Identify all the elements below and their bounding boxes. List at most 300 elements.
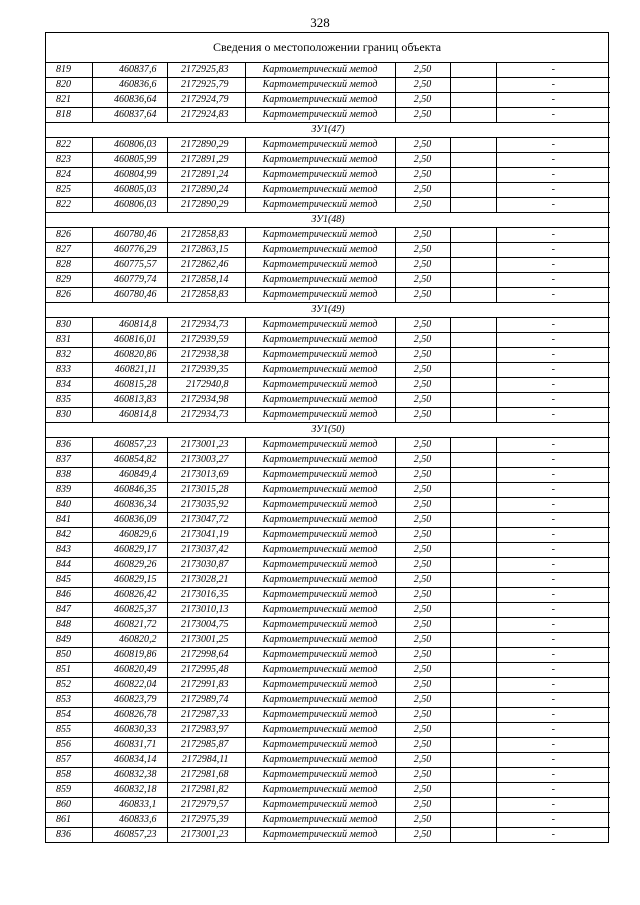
accuracy-cell: 2,50 [395,558,450,573]
empty-cell [450,738,496,753]
point-number: 824 [46,168,92,183]
point-number: 828 [46,258,92,273]
coordinate-y: 2172991,83 [167,678,245,693]
table-row [46,648,610,663]
method-cell: Картометрический метод [245,648,395,663]
empty-cell [450,78,496,93]
point-number: 822 [46,198,92,213]
description-cell: - [496,708,610,723]
empty-cell [450,333,496,348]
coordinate-y: 2172890,24 [167,183,245,198]
table-row [46,63,610,78]
table-title: Сведения о местоположении границ объекта [46,33,608,63]
description-cell: - [496,828,610,843]
empty-cell [450,198,496,213]
table-row [46,93,610,108]
point-number: 835 [46,393,92,408]
empty-cell [450,678,496,693]
accuracy-cell: 2,50 [395,813,450,828]
empty-cell [450,393,496,408]
table-row [46,108,610,123]
description-cell: - [496,618,610,633]
description-cell: - [496,93,610,108]
point-number: 852 [46,678,92,693]
method-cell: Картометрический метод [245,528,395,543]
method-cell: Картометрический метод [245,258,395,273]
table-row [46,513,610,528]
point-number: 833 [46,363,92,378]
description-cell: - [496,228,610,243]
method-cell: Картометрический метод [245,138,395,153]
empty-cell [450,588,496,603]
coordinate-x: 460825,37 [92,603,167,618]
empty-cell [450,813,496,828]
description-cell: - [496,318,610,333]
table-row [46,183,610,198]
point-number: 859 [46,783,92,798]
method-cell: Картометрический метод [245,198,395,213]
coordinate-x: 460816,01 [92,333,167,348]
method-cell: Картометрический метод [245,453,395,468]
accuracy-cell: 2,50 [395,663,450,678]
empty-cell [450,63,496,78]
coordinate-x: 460806,03 [92,138,167,153]
description-cell: - [496,78,610,93]
accuracy-cell: 2,50 [395,183,450,198]
description-cell: - [496,198,610,213]
accuracy-cell: 2,50 [395,273,450,288]
table-row [46,378,610,393]
empty-cell [450,318,496,333]
empty-cell [450,543,496,558]
method-cell: Картометрический метод [245,168,395,183]
coordinate-y: 2173001,23 [167,438,245,453]
coordinate-y: 2172925,83 [167,63,245,78]
coordinate-x: 460805,99 [92,153,167,168]
description-cell: - [496,513,610,528]
method-cell: Картометрический метод [245,93,395,108]
empty-cell [450,408,496,423]
coordinate-y: 2172924,79 [167,93,245,108]
coordinate-y: 2172984,11 [167,753,245,768]
coordinate-x: 460829,17 [92,543,167,558]
method-cell: Картометрический метод [245,543,395,558]
coordinate-x: 460775,57 [92,258,167,273]
empty-cell [450,288,496,303]
empty-cell [450,468,496,483]
method-cell: Картометрический метод [245,363,395,378]
description-cell: - [496,528,610,543]
empty-cell [450,693,496,708]
description-cell: - [496,468,610,483]
empty-cell [450,378,496,393]
method-cell: Картометрический метод [245,573,395,588]
table-group-header [46,123,610,138]
point-number: 825 [46,183,92,198]
coordinate-y: 2173037,42 [167,543,245,558]
accuracy-cell: 2,50 [395,483,450,498]
group-label: ЗУ1(50) [46,423,610,438]
accuracy-cell: 2,50 [395,138,450,153]
accuracy-cell: 2,50 [395,618,450,633]
point-number: 851 [46,663,92,678]
coordinate-x: 460826,78 [92,708,167,723]
table-row [46,138,610,153]
coordinate-x: 460837,6 [92,63,167,78]
accuracy-cell: 2,50 [395,243,450,258]
accuracy-cell: 2,50 [395,588,450,603]
coordinate-x: 460814,8 [92,408,167,423]
empty-cell [450,618,496,633]
coordinate-y: 2172858,83 [167,228,245,243]
method-cell: Картометрический метод [245,663,395,678]
point-number: 858 [46,768,92,783]
method-cell: Картометрический метод [245,633,395,648]
table-row [46,438,610,453]
method-cell: Картометрический метод [245,618,395,633]
coordinate-x: 460819,86 [92,648,167,663]
coordinate-y: 2172862,46 [167,258,245,273]
coordinate-y: 2172924,83 [167,108,245,123]
coordinate-x: 460829,15 [92,573,167,588]
accuracy-cell: 2,50 [395,153,450,168]
point-number: 857 [46,753,92,768]
table-row [46,228,610,243]
coordinate-x: 460814,8 [92,318,167,333]
coordinate-x: 460804,99 [92,168,167,183]
coordinate-x: 460821,11 [92,363,167,378]
accuracy-cell: 2,50 [395,768,450,783]
point-number: 849 [46,633,92,648]
method-cell: Картометрический метод [245,348,395,363]
table-row [46,288,610,303]
accuracy-cell: 2,50 [395,723,450,738]
description-cell: - [496,108,610,123]
accuracy-cell: 2,50 [395,93,450,108]
coordinate-x: 460834,14 [92,753,167,768]
description-cell: - [496,393,610,408]
coordinate-x: 460831,71 [92,738,167,753]
coordinate-y: 2172981,82 [167,783,245,798]
coordinate-y: 2172858,14 [167,273,245,288]
table-row [46,708,610,723]
empty-cell [450,753,496,768]
table-row [46,393,610,408]
point-number: 842 [46,528,92,543]
coordinate-y: 2173015,28 [167,483,245,498]
coordinate-x: 460849,4 [92,468,167,483]
coordinate-y: 2172938,38 [167,348,245,363]
description-cell: - [496,603,610,618]
empty-cell [450,228,496,243]
coordinate-x: 460836,09 [92,513,167,528]
method-cell: Картометрический метод [245,78,395,93]
method-cell: Картометрический метод [245,393,395,408]
coordinates-table [46,63,610,842]
coordinate-y: 2172934,73 [167,408,245,423]
accuracy-cell: 2,50 [395,288,450,303]
description-cell: - [496,243,610,258]
accuracy-cell: 2,50 [395,573,450,588]
coordinate-y: 2172975,39 [167,813,245,828]
point-number: 850 [46,648,92,663]
point-number: 821 [46,93,92,108]
empty-cell [450,93,496,108]
description-cell: - [496,498,610,513]
table-body [46,63,610,842]
method-cell: Картометрический метод [245,678,395,693]
table-row [46,573,610,588]
point-number: 823 [46,153,92,168]
coordinate-x: 460776,29 [92,243,167,258]
point-number: 831 [46,333,92,348]
table-row [46,633,610,648]
method-cell: Картометрический метод [245,288,395,303]
table-row [46,528,610,543]
point-number: 826 [46,288,92,303]
coordinate-y: 2173030,87 [167,558,245,573]
accuracy-cell: 2,50 [395,333,450,348]
description-cell: - [496,798,610,813]
method-cell: Картометрический метод [245,558,395,573]
coordinate-x: 460836,6 [92,78,167,93]
accuracy-cell: 2,50 [395,363,450,378]
description-cell: - [496,588,610,603]
table-group-header [46,213,610,228]
method-cell: Картометрический метод [245,183,395,198]
table-row [46,168,610,183]
description-cell: - [496,543,610,558]
empty-cell [450,558,496,573]
table-row [46,333,610,348]
description-cell: - [496,648,610,663]
coordinate-y: 2173010,13 [167,603,245,618]
point-number: 856 [46,738,92,753]
coordinate-y: 2173001,23 [167,828,245,843]
accuracy-cell: 2,50 [395,738,450,753]
table-row [46,663,610,678]
point-number: 836 [46,438,92,453]
description-cell: - [496,438,610,453]
method-cell: Картометрический метод [245,153,395,168]
accuracy-cell: 2,50 [395,528,450,543]
point-number: 837 [46,453,92,468]
method-cell: Картометрический метод [245,498,395,513]
coordinate-x: 460857,23 [92,438,167,453]
empty-cell [450,723,496,738]
coordinate-y: 2172890,29 [167,138,245,153]
accuracy-cell: 2,50 [395,453,450,468]
coordinate-x: 460829,6 [92,528,167,543]
group-label: ЗУ1(47) [46,123,610,138]
description-cell: - [496,453,610,468]
coordinate-x: 460833,6 [92,813,167,828]
table-row [46,558,610,573]
accuracy-cell: 2,50 [395,198,450,213]
point-number: 836 [46,828,92,843]
point-number: 829 [46,273,92,288]
description-cell: - [496,273,610,288]
coordinate-y: 2172939,59 [167,333,245,348]
description-cell: - [496,663,610,678]
point-number: 827 [46,243,92,258]
table-row [46,498,610,513]
accuracy-cell: 2,50 [395,318,450,333]
accuracy-cell: 2,50 [395,228,450,243]
coordinate-x: 460780,46 [92,288,167,303]
description-cell: - [496,783,610,798]
coordinate-x: 460820,49 [92,663,167,678]
accuracy-cell: 2,50 [395,753,450,768]
accuracy-cell: 2,50 [395,543,450,558]
point-number: 853 [46,693,92,708]
point-number: 839 [46,483,92,498]
coordinate-x: 460806,03 [92,198,167,213]
point-number: 838 [46,468,92,483]
empty-cell [450,498,496,513]
coordinate-x: 460826,42 [92,588,167,603]
empty-cell [450,348,496,363]
method-cell: Картометрический метод [245,468,395,483]
empty-cell [450,273,496,288]
method-cell: Картометрический метод [245,273,395,288]
coordinate-y: 2172940,8 [167,378,245,393]
coordinate-y: 2173003,27 [167,453,245,468]
coordinate-x: 460820,86 [92,348,167,363]
coordinate-y: 2172891,29 [167,153,245,168]
table-row [46,258,610,273]
table-row [46,363,610,378]
method-cell: Картометрический метод [245,783,395,798]
boundary-table-frame [45,32,609,843]
coordinate-y: 2173041,19 [167,528,245,543]
coordinate-y: 2172925,79 [167,78,245,93]
description-cell: - [496,378,610,393]
coordinate-x: 460829,26 [92,558,167,573]
empty-cell [450,153,496,168]
coordinate-y: 2172858,83 [167,288,245,303]
method-cell: Картометрический метод [245,753,395,768]
description-cell: - [496,183,610,198]
coordinate-y: 2172939,35 [167,363,245,378]
description-cell: - [496,63,610,78]
table-row [46,678,610,693]
coordinate-y: 2173013,69 [167,468,245,483]
table-row [46,198,610,213]
table-row [46,543,610,558]
accuracy-cell: 2,50 [395,258,450,273]
table-row [46,318,610,333]
accuracy-cell: 2,50 [395,108,450,123]
coordinate-y: 2172863,15 [167,243,245,258]
coordinate-x: 460832,18 [92,783,167,798]
accuracy-cell: 2,50 [395,783,450,798]
coordinate-y: 2172985,87 [167,738,245,753]
point-number: 822 [46,138,92,153]
accuracy-cell: 2,50 [395,693,450,708]
coordinate-y: 2173001,25 [167,633,245,648]
accuracy-cell: 2,50 [395,438,450,453]
coordinate-y: 2172998,64 [167,648,245,663]
coordinate-x: 460805,03 [92,183,167,198]
accuracy-cell: 2,50 [395,828,450,843]
description-cell: - [496,138,610,153]
table-row [46,768,610,783]
empty-cell [450,573,496,588]
empty-cell [450,483,496,498]
coordinate-y: 2172989,74 [167,693,245,708]
point-number: 846 [46,588,92,603]
table-row [46,618,610,633]
coordinate-x: 460836,34 [92,498,167,513]
description-cell: - [496,168,610,183]
method-cell: Картометрический метод [245,603,395,618]
accuracy-cell: 2,50 [395,633,450,648]
method-cell: Картометрический метод [245,513,395,528]
point-number: 818 [46,108,92,123]
empty-cell [450,453,496,468]
method-cell: Картометрический метод [245,438,395,453]
coordinate-x: 460830,33 [92,723,167,738]
table-row [46,783,610,798]
accuracy-cell: 2,50 [395,63,450,78]
point-number: 855 [46,723,92,738]
table-row [46,348,610,363]
coordinate-y: 2173047,72 [167,513,245,528]
accuracy-cell: 2,50 [395,678,450,693]
table-group-header [46,423,610,438]
empty-cell [450,783,496,798]
description-cell: - [496,363,610,378]
description-cell: - [496,678,610,693]
empty-cell [450,768,496,783]
coordinate-x: 460822,04 [92,678,167,693]
point-number: 847 [46,603,92,618]
method-cell: Картометрический метод [245,738,395,753]
coordinate-y: 2173035,92 [167,498,245,513]
accuracy-cell: 2,50 [395,168,450,183]
coordinate-x: 460837,64 [92,108,167,123]
method-cell: Картометрический метод [245,378,395,393]
method-cell: Картометрический метод [245,708,395,723]
description-cell: - [496,558,610,573]
point-number: 843 [46,543,92,558]
accuracy-cell: 2,50 [395,393,450,408]
accuracy-cell: 2,50 [395,78,450,93]
empty-cell [450,513,496,528]
method-cell: Картометрический метод [245,813,395,828]
empty-cell [450,183,496,198]
coordinate-x: 460846,35 [92,483,167,498]
table-group-header [46,303,610,318]
table-row [46,738,610,753]
empty-cell [450,603,496,618]
empty-cell [450,828,496,843]
description-cell: - [496,348,610,363]
empty-cell [450,363,496,378]
accuracy-cell: 2,50 [395,348,450,363]
description-cell: - [496,693,610,708]
method-cell: Картометрический метод [245,243,395,258]
coordinate-y: 2172987,33 [167,708,245,723]
coordinate-y: 2172934,98 [167,393,245,408]
coordinate-y: 2172983,97 [167,723,245,738]
table-row [46,483,610,498]
method-cell: Картометрический метод [245,483,395,498]
coordinate-x: 460779,74 [92,273,167,288]
point-number: 844 [46,558,92,573]
coordinate-x: 460833,1 [92,798,167,813]
